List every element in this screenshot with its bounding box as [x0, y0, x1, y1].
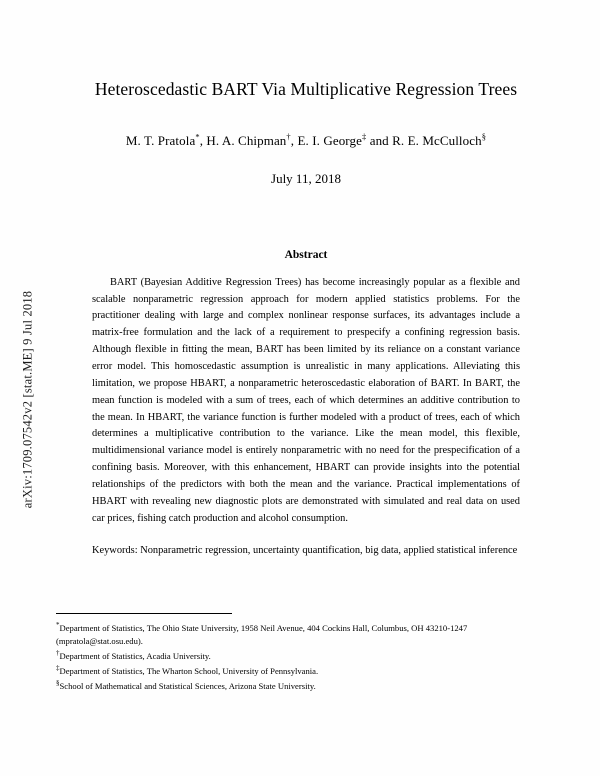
- author-1-footnote-marker[interactable]: *: [195, 131, 200, 142]
- footnote-list: [56, 622, 556, 695]
- footnote-2: [56, 650, 556, 663]
- author-4-footnote-marker[interactable]: §: [481, 131, 487, 142]
- author-3: , E. I. George: [290, 132, 362, 148]
- footnote-2-text: Department of Statistics, Acadia University.: [59, 651, 211, 662]
- footnote-3-text: Department of Statistics, The Wharton School, University of Pennsylvania.: [59, 665, 319, 676]
- abstract-paragraph: BART (Bayesian Additive Regression Trees) has become increasingly popular as a flexible and scalable nonparametric regression approach for modern applied statistics problems. For the practitioner dealing with large and complex nonlinear response surfaces, its advantages include a matrix-free formulation and the lack of a requirement to prespecify a confining regression basis. Although flexible in fitting the mean, BART has been limited by its reliance on a constant variance error model. This homoscedastic assumption is unrealistic in many applications. Alleviating this limitation, we propose HBART, a nonparametric heteroscedastic elaboration of BART. In BART, the mean function is modeled with a sum of trees, each of which determines an additive contribution to the mean. In HBART, the variance function is further modeled with a product of trees, each of which determines a multiplicative contribution to the variance. Like the mean model, this flexible, multidimensional variance model is entirely nonparametric with no need for the prespecification of a confining basis. Moreover, with this enhancement, HBART can provide insights into the potential relationships of the predictors with both the mean and the variance. Practical implementations of HBART with revealing new diagnostic plots are demonstrated with simulated and real data on used car prices, fishing catch production and alcohol consumption.: [92, 276, 520, 524]
- page-title: Heteroscedastic BART Via Multiplicative Regression Trees: [94, 79, 518, 99]
- footnote-4: [56, 680, 556, 693]
- author-3-footnote-marker[interactable]: ‡: [361, 131, 367, 142]
- author-2: , H. A. Chipman: [199, 132, 287, 148]
- footnote-4-text: School of Mathematical and Statistical Sciences, Arizona State University.: [59, 680, 316, 691]
- footnote-1-marker: *: [56, 621, 60, 630]
- footnote-2-marker: †: [56, 649, 60, 658]
- author-4: and R. E. McCulloch: [366, 132, 482, 148]
- footnote-3: [56, 665, 556, 678]
- author-1: M. T. Pratola: [125, 132, 196, 148]
- footnote-rule: [56, 613, 232, 614]
- author-2-footnote-marker[interactable]: †: [286, 131, 291, 142]
- footnote-4-marker: §: [56, 678, 60, 687]
- arxiv-stamp: arXiv:1709.07542v2 [stat.ME] 9 Jul 2018: [20, 290, 35, 509]
- footnote-1-text: Department of Statistics, The Ohio State University, 1958 Neil Avenue, 404 Cockins Hall, Columbus, OH 43210-1247 (mpratola@stat.osu.edu).: [56, 623, 468, 647]
- abstract-heading: Abstract: [284, 248, 328, 261]
- footnote-1: [56, 622, 556, 649]
- keywords-line: Keywords: Nonparametric regression, uncertainty quantification, big data, applied statistical inference: [92, 545, 518, 557]
- paper-content: [56, 0, 556, 776]
- abstract-text: [92, 275, 520, 528]
- author-list: [56, 133, 556, 149]
- footnote-3-marker: ‡: [56, 664, 60, 673]
- publication-date: July 11, 2018: [271, 170, 341, 186]
